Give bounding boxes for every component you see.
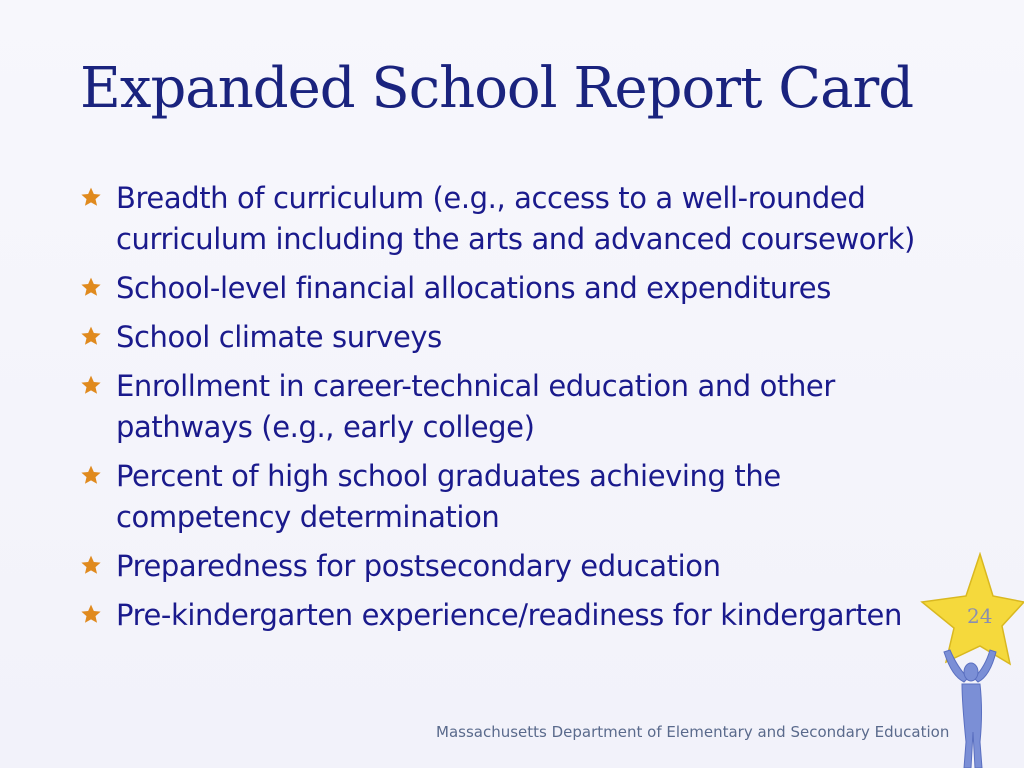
bullet-text: Percent of high school graduates achieving the competency determination: [116, 459, 781, 534]
bullet-item: [80, 178, 970, 260]
bullet-item: [80, 366, 970, 448]
bullet-text: School climate surveys: [116, 320, 442, 354]
bullet-text: Preparedness for postsecondary education: [116, 549, 721, 583]
star-icon: [80, 325, 108, 347]
bullet-item: [80, 317, 970, 358]
star-icon: [80, 464, 108, 486]
bullet-text: Breadth of curriculum (e.g., access to a well-rounded curriculum including the arts and advanced coursework): [116, 181, 915, 256]
bullet-item: [80, 268, 970, 309]
star-icon: [80, 186, 108, 208]
star-icon: [80, 554, 108, 576]
logo-person-icon: [944, 650, 996, 768]
slide-title: Expanded School Report Card: [80, 56, 914, 121]
bullet-item: [80, 546, 970, 587]
bullet-text: School-level financial allocations and expenditures: [116, 271, 831, 305]
bullet-item: [80, 456, 970, 538]
bullet-text: Pre-kindergarten experience/readiness for kindergarten: [116, 598, 902, 632]
star-icon: [80, 276, 108, 298]
page-number: 24: [967, 604, 993, 628]
bullet-text: Enrollment in career-technical education and other pathways (e.g., early college): [116, 369, 835, 444]
star-icon: [80, 603, 108, 625]
star-icon: [80, 374, 108, 396]
bullet-item: [80, 595, 970, 636]
footer-text: Massachusetts Department of Elementary and Secondary Education: [436, 723, 950, 741]
bullet-list: [80, 178, 970, 644]
